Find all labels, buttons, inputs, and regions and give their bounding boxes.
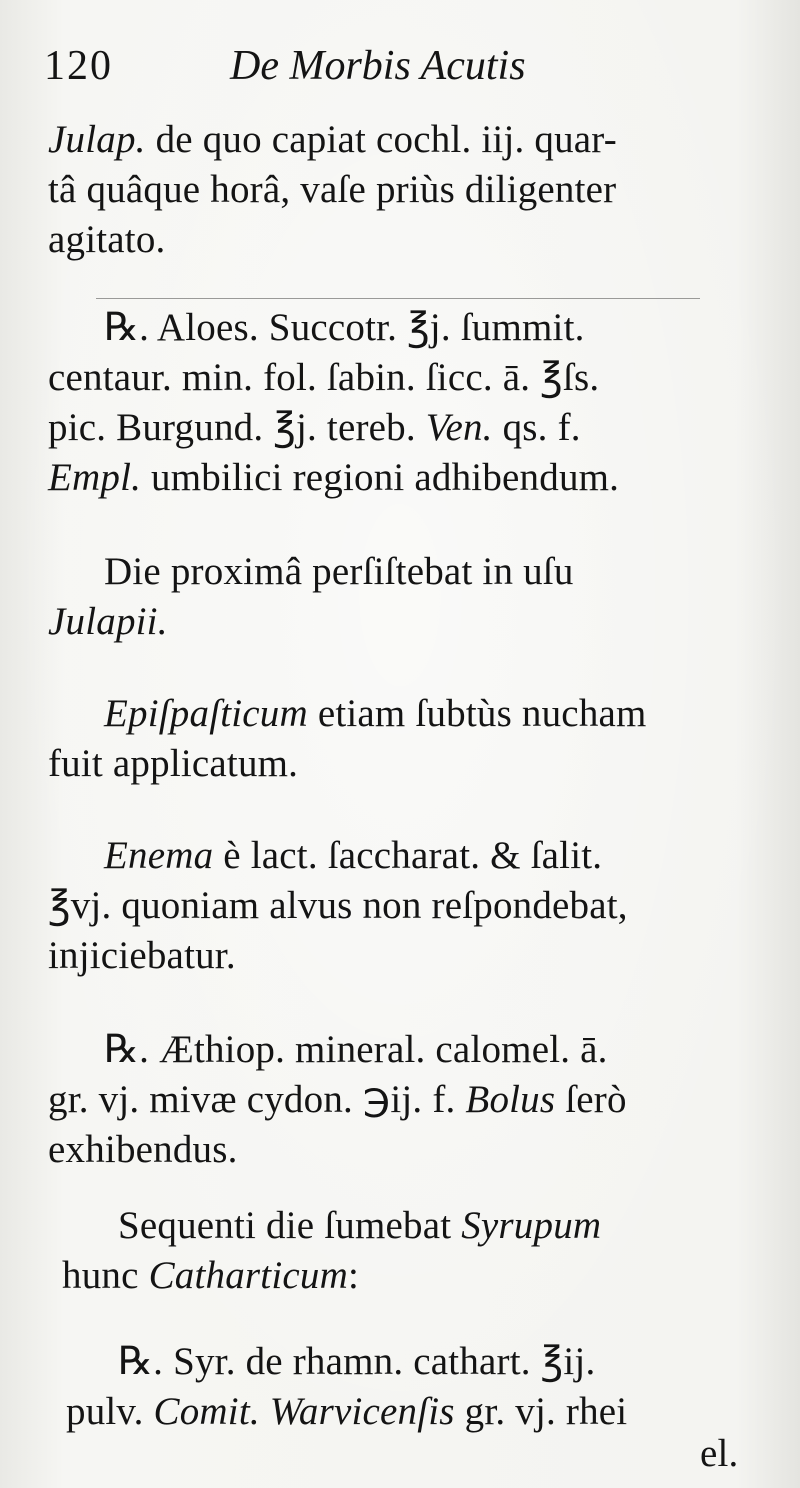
- text-line: gr. vj. mivæ cydon. ℈ij. f. Bolus ſerò: [48, 1078, 627, 1121]
- text-line: Sequenti die ſumebat Syrupum: [118, 1204, 602, 1247]
- text-line: pulv. Comit. Warvicenſis gr. vj. rhei: [66, 1390, 628, 1433]
- page-header: [44, 42, 760, 102]
- text-line: pic. Burgund. ℥j. tereb. Ven. qs. f.: [48, 406, 581, 449]
- text-line: fuit applicatum.: [48, 742, 299, 785]
- text-line: Enema è lact. ſaccharat. & ſalit.: [104, 834, 603, 877]
- text-line: Die proximâ perſiſtebat in uſu: [104, 550, 574, 593]
- text-line: ℞. Syr. de rhamn. cathart. ℥ij.: [118, 1340, 596, 1383]
- text-line: Epiſpaſticum etiam ſubtùs nucham: [104, 692, 647, 735]
- section-divider: [96, 298, 700, 299]
- text-line: tâ quâque horâ, vaſe priùs diligenter: [48, 168, 617, 211]
- text-line: ℥vj. quoniam alvus non reſpondebat,: [48, 884, 628, 927]
- running-title: De Morbis Acutis: [230, 43, 526, 89]
- text-line: centaur. min. fol. ſabin. ſicc. ā. ℥ſs.: [48, 356, 600, 399]
- text-line: Empl. umbilici regioni adhibendum.: [48, 456, 620, 499]
- text-line: el.: [700, 1432, 739, 1475]
- text-line: ℞. Aloes. Succotr. ℥j. ſummit.: [104, 306, 585, 349]
- text-line: Julapii.: [48, 600, 168, 643]
- text-line: Julap. de quo capiat cochl. iij. quar-: [48, 118, 617, 161]
- text-line: hunc Catharticum:: [62, 1254, 359, 1297]
- text-line: exhibendus.: [48, 1128, 238, 1171]
- page-number: 120: [44, 43, 113, 89]
- text-line: agitato.: [48, 218, 166, 261]
- text-line: ℞. Æthiop. mineral. calomel. ā.: [104, 1028, 608, 1071]
- text-line: injiciebatur.: [48, 934, 236, 977]
